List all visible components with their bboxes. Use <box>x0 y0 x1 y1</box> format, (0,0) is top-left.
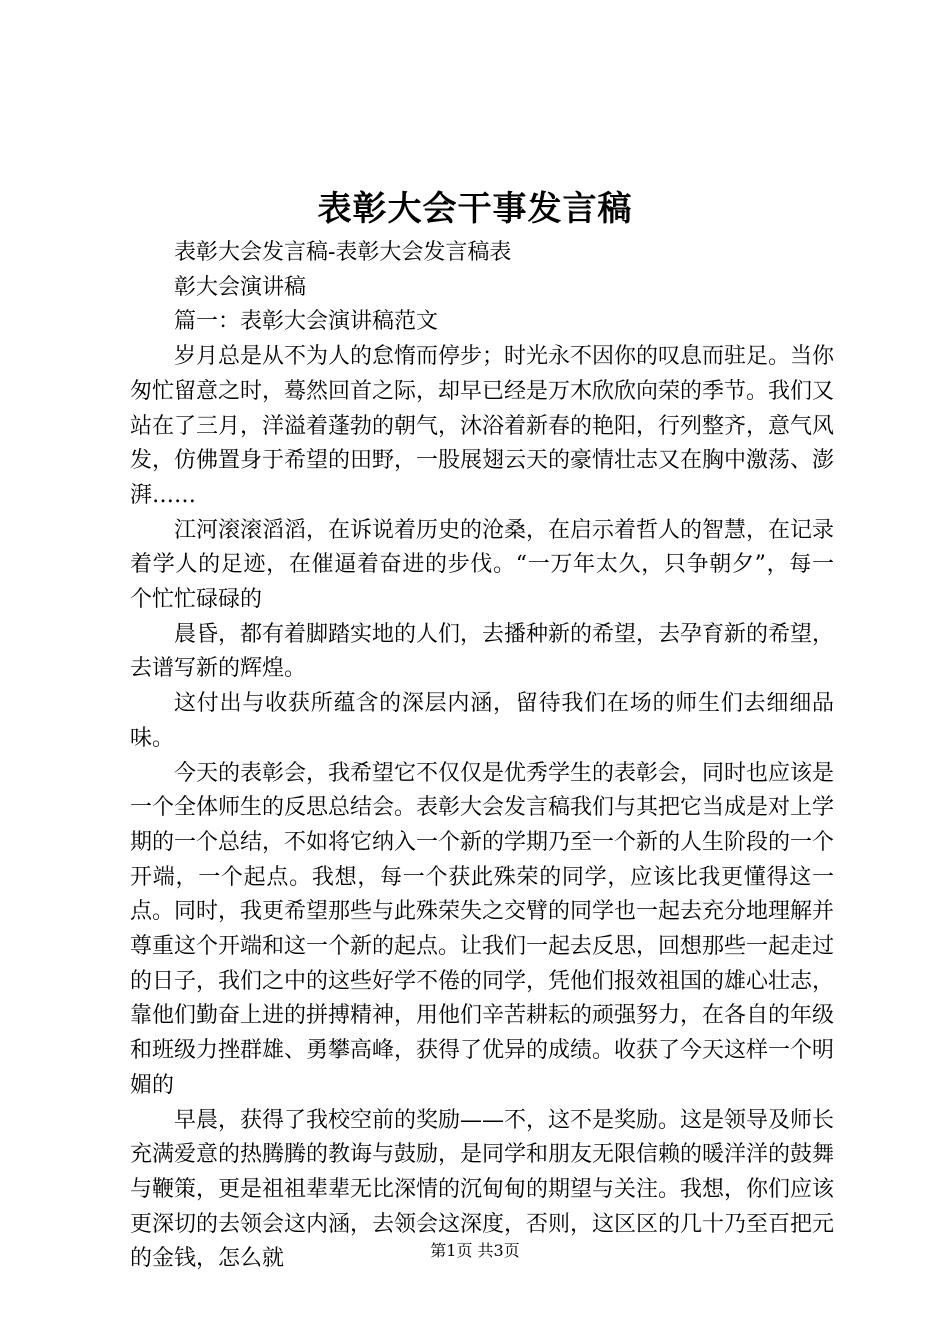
paragraph: 篇一：表彰大会演讲稿范文 <box>174 309 439 335</box>
page-footer: 第1页 共3页 <box>430 1241 520 1260</box>
paragraph: 这付出与收获所蕴含的深层内涵，留待我们在场的师生们去细细品味。 <box>130 691 834 751</box>
paragraph: 表彰大会发言稿-表彰大会发言稿表 <box>174 240 512 265</box>
paragraph: 岁月总是从不为人的怠惰而停步；时光永不因你的叹息而驻足。当你匆忙留意之时，蓦然回首之际，却早已经是万木欣欣向荣的季节。我们又站在了三月，洋溢着蓬勃的朝气，沐浴着新春的艳阳，行列整齐，意气风发，仿佛置身于希望的田野，一股展翅云天的豪情壮志又在胸中激荡、澎湃…… <box>130 344 835 508</box>
paragraph: 江河滚滚滔滔，在诉说着历史的沧桑，在启示着哲人的智慧，在记录着学人的足迹，在催逼着奋进的步伐。“一万年太久，只争朝夕”，每一个忙忙碌碌的 <box>130 517 835 613</box>
paragraph: 彰大会演讲稿 <box>174 274 307 300</box>
paragraph: 早晨，获得了我校空前的奖励——不，这不是奖励。这是领导及师长充满爱意的热腾腾的教诲与鼓励，是同学和朋友无限信赖的暖洋洋的鼓舞与鞭策，更是祖祖辈辈无比深情的沉甸甸的期望与关注。我想，你们应该更深切的去领会这内涵，去领会这深度，否则，这区区的几十乃至百把元的金钱，怎么就 <box>130 1107 835 1272</box>
document-body <box>130 236 834 1277</box>
paragraph: 晨昏，都有着脚踏实地的人们，去播种新的希望，去孕育新的希望，去谱写新的辉煌。 <box>130 621 835 682</box>
document-title: 表彰大会干事发言稿 <box>317 189 633 229</box>
paragraph: 今天的表彰会，我希望它不仅仅是优秀学生的表彰会，同时也应该是一个全体师生的反思总结会。表彰大会发言稿我们与其把它当成是对上学期的一个总结，不如将它纳入一个新的学期乃至一个新的人生阶段的一个开端，一个起点。我想，每一个获此殊荣的同学，应该比我更懂得这一点。同时，我更希望那些与此殊荣失之交臂的同学也一起去充分地理解并尊重这个开端和这一个新的起点。让我们一起去反思，回想那些一起走过的日子，我们之中的这些好学不倦的同学，凭他们报效祖国的雄心壮志，靠他们勤奋上进的拼搏精神，用他们辛苦耕耘的顽强努力，在各自的年级和班级力挫群雄、勇攀高峰，获得了优异的成绩。收获了今天这样一个明媚的 <box>130 760 835 1098</box>
